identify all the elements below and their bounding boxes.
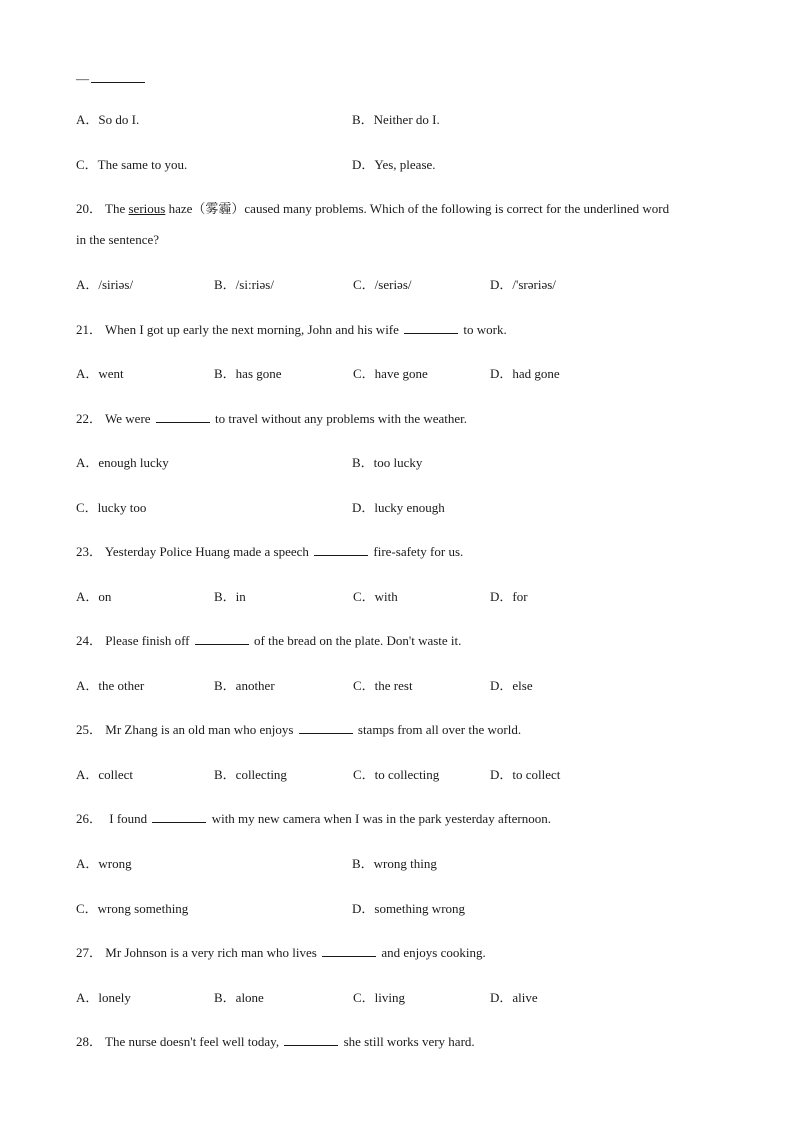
question-27 (76, 944, 486, 962)
question-25 (76, 721, 521, 739)
option-a[interactable]: A．on (76, 589, 112, 604)
question-number: 24． (76, 633, 103, 648)
option-b[interactable]: B．has gone (214, 366, 282, 381)
option-d[interactable]: D．else (490, 678, 533, 693)
question-20-line2: in the sentence? (76, 232, 160, 247)
option-a[interactable]: A．enough lucky (76, 455, 169, 470)
option-d[interactable]: D．alive (490, 990, 538, 1005)
option-d[interactable]: D．Yes, please. (352, 157, 436, 172)
question-20 (76, 200, 669, 218)
option-b[interactable]: B．/si:riəs/ (214, 277, 274, 292)
question-text: When I got up early the next morning, John and his wife (105, 322, 399, 337)
option-d[interactable]: D．/'srəriəs/ (490, 277, 556, 292)
question-text: Yesterday Police Huang made a speech (104, 544, 309, 559)
option-a[interactable]: A．So do I. (76, 112, 140, 127)
answer-blank (314, 543, 368, 556)
answer-blank (91, 70, 145, 83)
answer-blank (322, 944, 376, 957)
question-text: to work. (463, 322, 507, 337)
question-text: We were (105, 411, 151, 426)
answer-blank (284, 1033, 338, 1046)
question-text: she still works very hard. (343, 1034, 475, 1049)
question-text: The (105, 201, 126, 216)
option-d[interactable]: D．for (490, 589, 528, 604)
answer-blank (156, 410, 210, 423)
question-text: stamps from all over the world. (357, 722, 522, 737)
question-text: fire-safety for us. (373, 544, 464, 559)
option-c[interactable]: C．The same to you. (76, 157, 188, 172)
question-text: I found (109, 811, 148, 826)
question-text: haze（雾霾）caused many problems. Which of the following is correct for the underlined word (168, 201, 670, 216)
question-24 (76, 632, 461, 650)
option-c[interactable]: C．living (353, 990, 406, 1005)
option-b[interactable]: B．in (214, 589, 246, 604)
option-a[interactable]: A．the other (76, 678, 145, 693)
option-b[interactable]: B．wrong thing (352, 856, 437, 871)
underlined-word: serious (128, 201, 166, 216)
question-text: Mr Zhang is an old man who enjoys (105, 722, 294, 737)
question-number: 27． (76, 945, 103, 960)
option-a[interactable]: A．went (76, 366, 124, 381)
question-23 (76, 543, 463, 561)
answer-blank (404, 321, 458, 334)
question-text: and enjoys cooking. (381, 945, 486, 960)
option-b[interactable]: B．too lucky (352, 455, 423, 470)
question-text: with my new camera when I was in the park yesterday afternoon. (211, 811, 552, 826)
option-b[interactable]: B．another (214, 678, 275, 693)
question-26 (76, 810, 551, 828)
question-text: of the bread on the plate. Don't waste it. (254, 633, 462, 648)
question-number: 23． (76, 544, 103, 559)
option-a[interactable]: A．/siriəs/ (76, 277, 134, 292)
question-text: Please finish off (105, 633, 190, 648)
option-b[interactable]: B．alone (214, 990, 264, 1005)
question-number: 21． (76, 322, 103, 337)
option-c[interactable]: C．to collecting (353, 767, 440, 782)
question-28 (76, 1033, 475, 1051)
dialogue-response-line (76, 70, 147, 88)
option-a[interactable]: A．wrong (76, 856, 132, 871)
option-c[interactable]: C．/seriəs/ (353, 277, 412, 292)
option-b[interactable]: B．collecting (214, 767, 287, 782)
option-c[interactable]: C．with (353, 589, 398, 604)
question-text: The nurse doesn't feel well today, (105, 1034, 280, 1049)
option-a[interactable]: A．collect (76, 767, 134, 782)
question-number: 26． (76, 811, 103, 826)
question-21 (76, 321, 507, 339)
question-number: 20． (76, 201, 103, 216)
question-text: to travel without any problems with the weather. (215, 411, 468, 426)
dash: — (76, 71, 89, 86)
question-text: Mr Johnson is a very rich man who lives (105, 945, 317, 960)
question-22 (76, 410, 467, 428)
option-c[interactable]: C．have gone (353, 366, 428, 381)
answer-blank (152, 810, 206, 823)
option-d[interactable]: D．had gone (490, 366, 560, 381)
option-d[interactable]: D．lucky enough (352, 500, 445, 515)
answer-blank (195, 632, 249, 645)
option-c[interactable]: C．the rest (353, 678, 413, 693)
option-b[interactable]: B．Neither do I. (352, 112, 440, 127)
option-c[interactable]: C．wrong something (76, 901, 189, 916)
question-number: 25． (76, 722, 103, 737)
option-d[interactable]: D．something wrong (352, 901, 466, 916)
answer-blank (299, 721, 353, 734)
option-a[interactable]: A．lonely (76, 990, 131, 1005)
option-d[interactable]: D．to collect (490, 767, 561, 782)
question-number: 28． (76, 1034, 103, 1049)
option-c[interactable]: C．lucky too (76, 500, 147, 515)
question-number: 22． (76, 411, 103, 426)
